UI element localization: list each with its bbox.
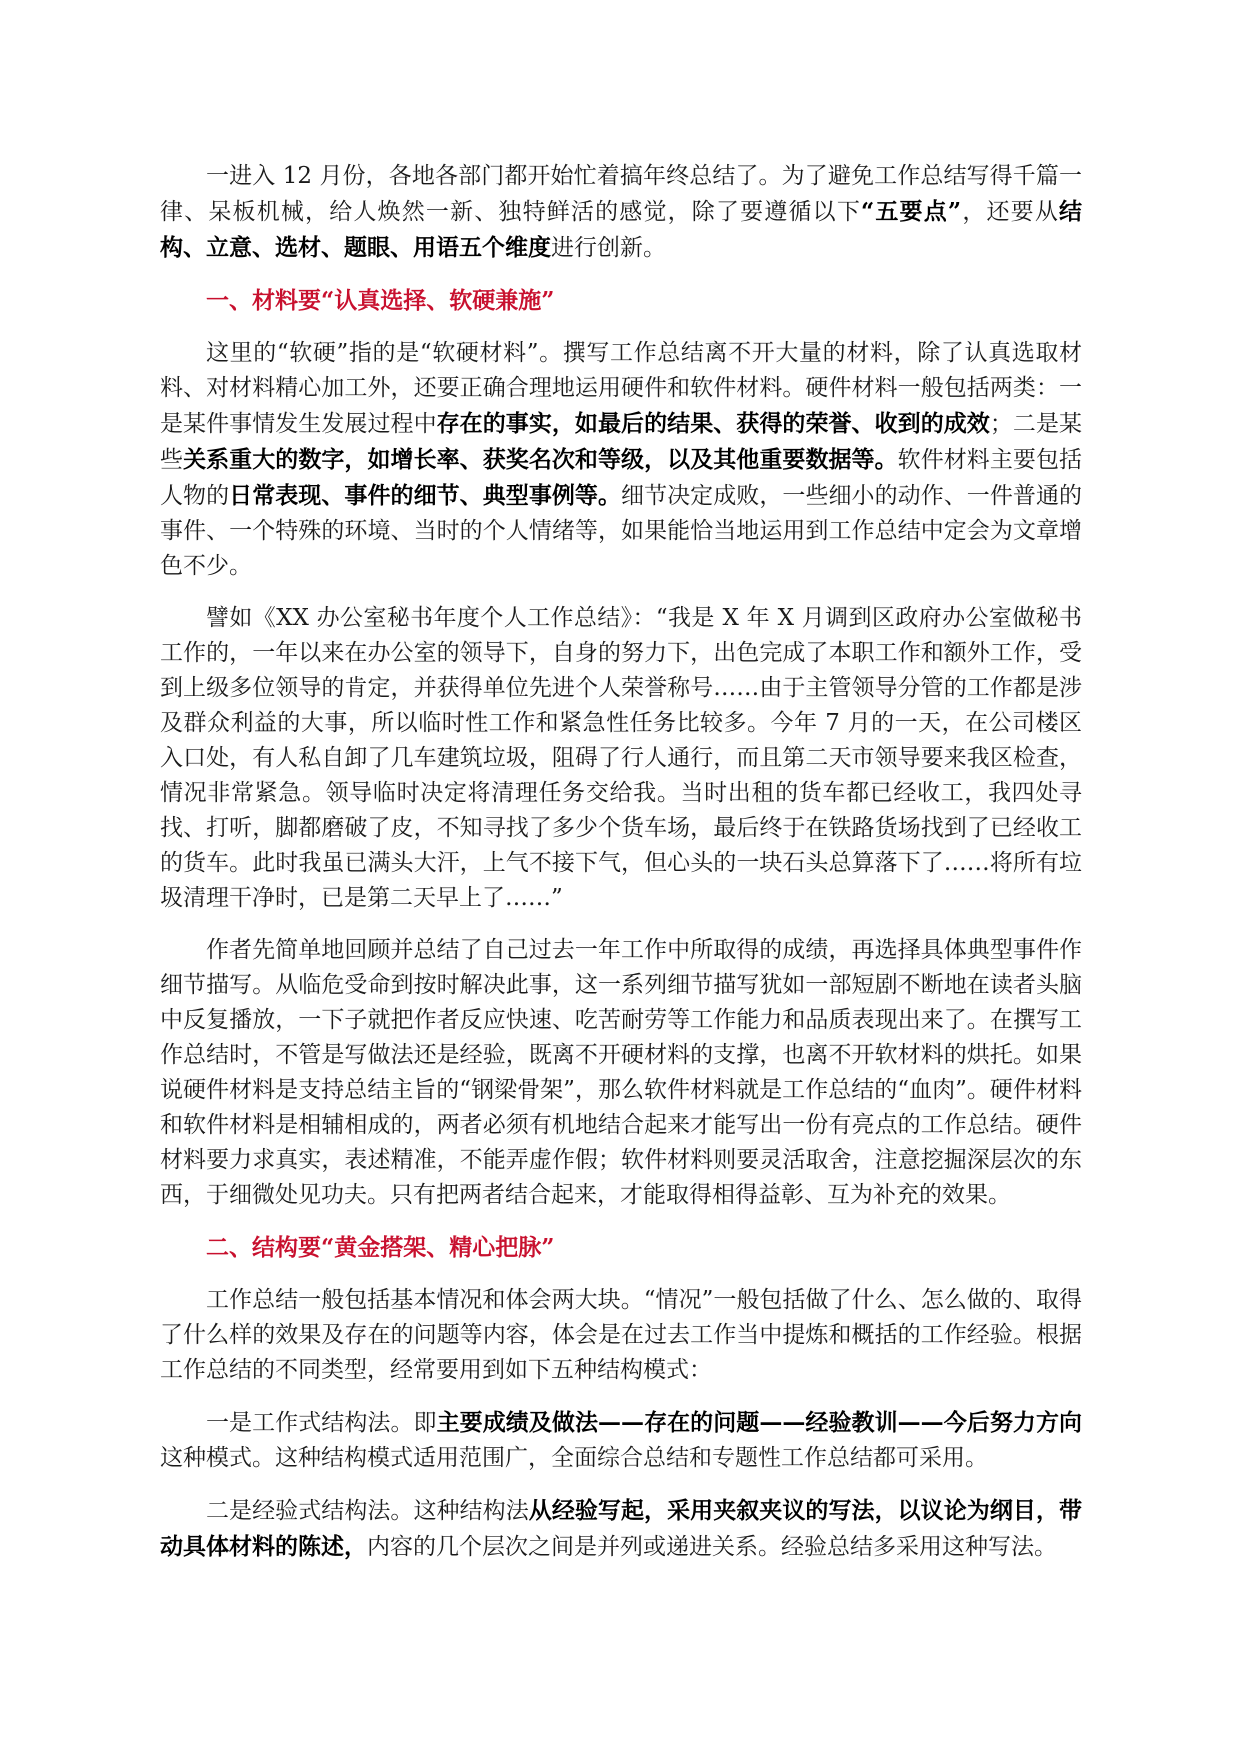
materials-paragraph — [160, 336, 1082, 584]
bold-text-run: 日常表现、事件的细节、典型事例等。 — [229, 482, 622, 509]
text-run: 这里的“软硬”指的是“软硬材料”。撰写工作总结离不开大量的材料，除了认真选取材料、对材料精心加工外，还要正确合理地运用硬件和软件材料。硬件材料一般包括两类：一是某件事情发生发展过程中 — [160, 340, 1082, 437]
example-paragraph — [160, 601, 1082, 916]
bold-text-run: 结构、立意、选材、题眼、用语五个维度 — [160, 198, 1082, 261]
bold-text-run: “五要点” — [860, 198, 962, 225]
bold-text-run: 存在的事实，如最后的结果、获得的荣誉、收到的成效 — [436, 410, 990, 437]
structure-mode-2-paragraph — [160, 1493, 1082, 1565]
analysis-paragraph — [160, 933, 1082, 1213]
text-run: 二、结构要“黄金搭架、精心把脉” — [206, 1234, 555, 1261]
text-run: 作者先简单地回顾并总结了自己过去一年工作中所取得的成绩，再选择具体典型事件作细节描写。从临危受命到按时解决此事，这一系列细节描写犹如一部短剧不断地在读者头脑中反复播放，一下子就把作者反应快速、吃苦耐劳等工作能力和品质表现出来了。在撰写工作总结时，不管是写做法还是经验，既离不开硬材料的支撑，也离不开软材料的烘托。如果说硬件材料是支持总结主旨的“钢梁骨架”，那么软件材料就是工作总结的“血肉”。硬件材料和软件材料是相辅相成的，两者必须有机地结合起来才能写出一份有亮点的工作总结。硬件材料要力求真实，表述精准，不能弄虚作假；软件材料则要灵活取舍，注意挖掘深层次的东西，于细微处见功夫。只有把两者结合起来，才能取得相得益彰、互为补充的效果。 — [160, 937, 1082, 1208]
text-run: 这种模式。这种结构模式适用范围广，全面综合总结和专题性工作总结都可采用。 — [160, 1445, 988, 1471]
text-run: 一是工作式结构法。即 — [206, 1410, 437, 1436]
text-run: 进行创新。 — [551, 235, 666, 261]
text-run: 细节决定成败，一些细小的动作、一件普通的事件、一个特殊的环境、当时的个人情绪等，如果能恰当地运用到工作总结中定会为文章增色不少。 — [160, 483, 1083, 579]
text-run: ，还要从 — [961, 199, 1059, 225]
section-heading-1 — [160, 283, 1082, 318]
text-run: 软件材料主要包括人物的 — [160, 447, 1083, 509]
bold-text-run: 从经验写起，采用夹叙夹议的写法，以议论为纲目，带动具体材料的陈述， — [160, 1497, 1083, 1560]
intro-paragraph — [160, 159, 1082, 266]
text-run: ；二是某些 — [160, 411, 1083, 473]
text-run: 工作总结一般包括基本情况和体会两大块。“情况”一般包括做了什么、怎么做的、取得了什么样的效果及存在的问题等内容，体会是在过去工作当中提炼和概括的工作经验。根据工作总结的不同类型，经常要用到如下五种结构模式： — [160, 1287, 1082, 1383]
document-body — [160, 159, 1082, 1582]
section-heading-2 — [160, 1230, 1082, 1265]
text-run: 内容的几个层次之间是并列或递进关系。经验总结多采用这种写法。 — [367, 1534, 1057, 1560]
structure-intro-paragraph — [160, 1283, 1082, 1388]
structure-mode-1-paragraph — [160, 1405, 1082, 1476]
text-run: 一、材料要“认真选择、软硬兼施” — [206, 287, 555, 314]
text-run: 譬如《XX 办公室秘书年度个人工作总结》：“我是 X 年 X 月调到区政府办公室做秘书工作的，一年以来在办公室的领导下，自身的努力下，出色完成了本职工作和额外工作，受到上级多位领导的肯定，并获得单位先进个人荣誉称号……由于主管领导分管的工作都是涉及群众利益的大事，所以临时性工作和紧急性任务比较多。今年 7 月的一天，在公司楼区入口处，有人私自卸了几车建筑垃圾，阻碍了行人通行，而且第二天市领导要来我区检查，情况非常紧急。领导临时决定将清理任务交给我。当时出租的货车都已经收工，我四处寻找、打听，脚都磨破了皮，不知寻找了多少个货车场，最后终于在铁路货场找到了已经收工的货车。此时我虽已满头大汗，上气不接下气，但心头的一块石头总算落下了……将所有垃圾清理干净时，已是第二天早上了……” — [160, 605, 1082, 911]
bold-text-run: 关系重大的数字，如增长率、获奖名次和等级，以及其他重要数据等。 — [183, 446, 898, 473]
text-run: 一进入 12 月份，各地各部门都开始忙着搞年终总结了。为了避免工作总结写得千篇一律、呆板机械，给人焕然一新、独特鲜活的感觉，除了要遵循以下 — [160, 163, 1082, 225]
bold-text-run: 主要成绩及做法——存在的问题——经验教训——今后努力方向 — [436, 1409, 1083, 1436]
text-run: 二是经验式结构法。这种结构法 — [206, 1498, 529, 1524]
